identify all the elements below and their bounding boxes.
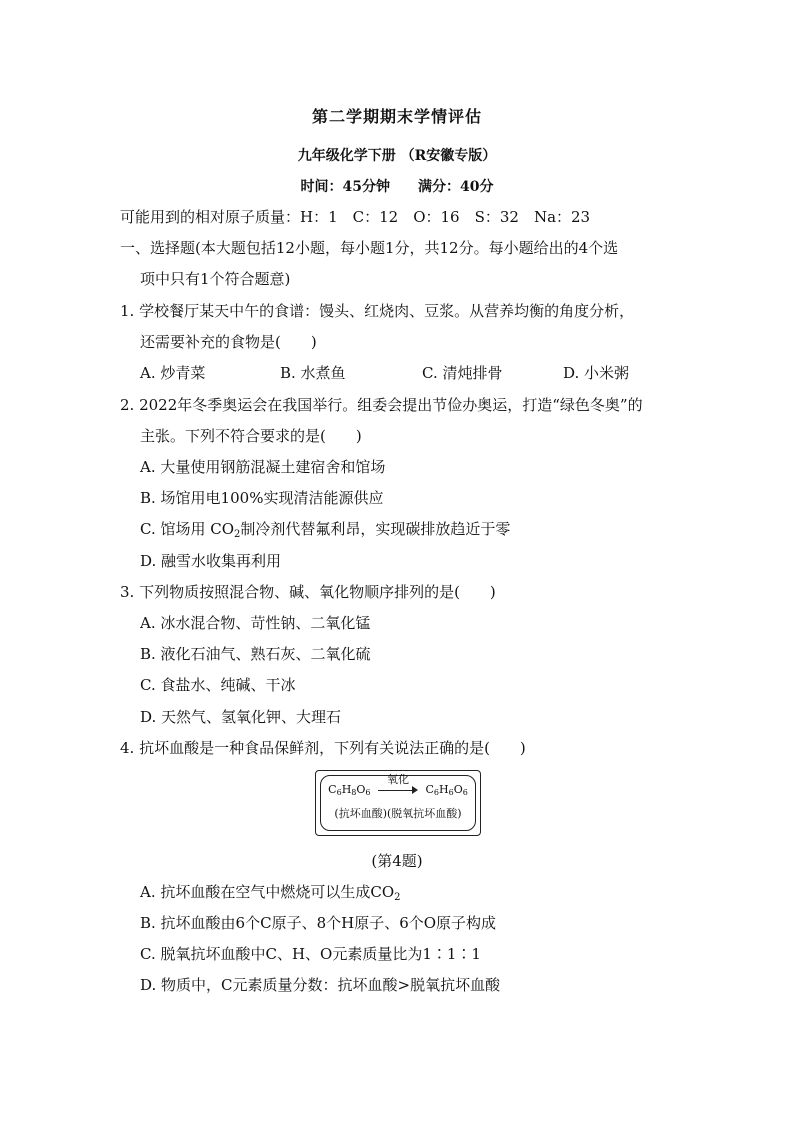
q2-option-d: D. 融雪水收集再利用 [140,552,282,570]
atomic-masses: 可能用到的相对原子质量：H：1 C：12 O：16 S：32 Na：23 [120,208,591,226]
q4-option-d: D. 物质中，C元素质量分数：抗坏血酸>脱氧抗坏血酸 [140,976,501,994]
q3-option-c: C. 食盐水、纯碱、干冰 [140,676,296,694]
q4-compound-names: (抗坏血酸)(脱氧抗坏血酸) [334,807,462,820]
q2-option-c-prefix: C. 馆场用 [140,520,206,538]
q1-stem: 1. 学校餐厅某天中午的食谱：馒头、红烧肉、豆浆。从营养均衡的角度分析， [120,302,635,320]
q4-figure-box [315,770,481,836]
q2-option-a: A. 大量使用钢筋混凝土建宿舍和馆场 [140,458,386,476]
section-heading: 一、选择题(本大题包括12小题，每小题1分，共12分。每小题给出的4个选 [120,239,619,257]
q4-stem: 4. 抗坏血酸是一种食品保鲜剂，下列有关说法正确的是( ) [120,739,526,757]
q4-figure-caption: (第4题) [371,852,423,870]
reactant-formula: $C_6H_8O_6$ [328,783,371,797]
q2-option-b: B. 场馆用电100%实现清洁能源供应 [140,489,384,507]
q2-stem: 2. 2022年冬季奥运会在我国举行。组委会提出节俭办奥运，打造“绿色冬奥”的 [120,396,643,414]
section-heading-cont: 项中只有1个符合题意) [140,270,291,288]
product-formula: $C_6H_6O_6$ [425,783,468,797]
reaction-arrow [378,773,418,796]
q2-option-c-rest: 制冷剂代替氟利昂，实现碳排放趋近于零 [240,520,511,538]
q3-stem: 3. 下列物质按照混合物、碱、氧化物顺序排列的是( ) [120,583,496,601]
q1-option-a: A. 炒青菜 [140,364,206,382]
arrow-head-icon [412,786,418,794]
q4-option-c: C. 脱氧抗坏血酸中C、H、O元素质量比为1∶1∶1 [140,945,481,963]
q4-option-a: A. 抗坏血酸在空气中燃烧可以生成$CO_2$ [140,883,401,903]
arrow-shaft [378,790,414,791]
arrow-label: 氧化 [387,773,409,786]
q1-stem-cont: 还需要补充的食物是( ) [140,333,317,351]
q3-option-b: B. 液化石油气、熟石灰、二氧化硫 [140,645,371,663]
exam-subtitle: 九年级化学下册 （R安徽专版） [297,148,497,164]
q3-option-a: A. 冰水混合物、苛性钠、二氧化锰 [140,614,371,632]
co2-formula: $CO_2$ [370,883,401,903]
q3-option-d: D. 天然气、氢氧化钾、大理石 [140,708,342,726]
q4-reaction [316,773,480,797]
time-score-line: 时间：45分钟 满分：40分 [300,179,494,195]
q2-stem-cont: 主张。下列不符合要求的是( ) [140,427,362,445]
q1-option-c: C. 清炖排骨 [422,364,503,382]
q1-option-b: B. 水煮鱼 [280,364,346,382]
q1-option-d: D. 小米粥 [563,364,630,382]
exam-title: 第二学期期末学情评估 [311,107,482,126]
q2-option-c [140,519,510,539]
q4-option-b: B. 抗坏血酸由6个C原子、8个H原子、6个O原子构成 [140,914,497,932]
co2-formula: $CO_2$ [210,520,241,540]
